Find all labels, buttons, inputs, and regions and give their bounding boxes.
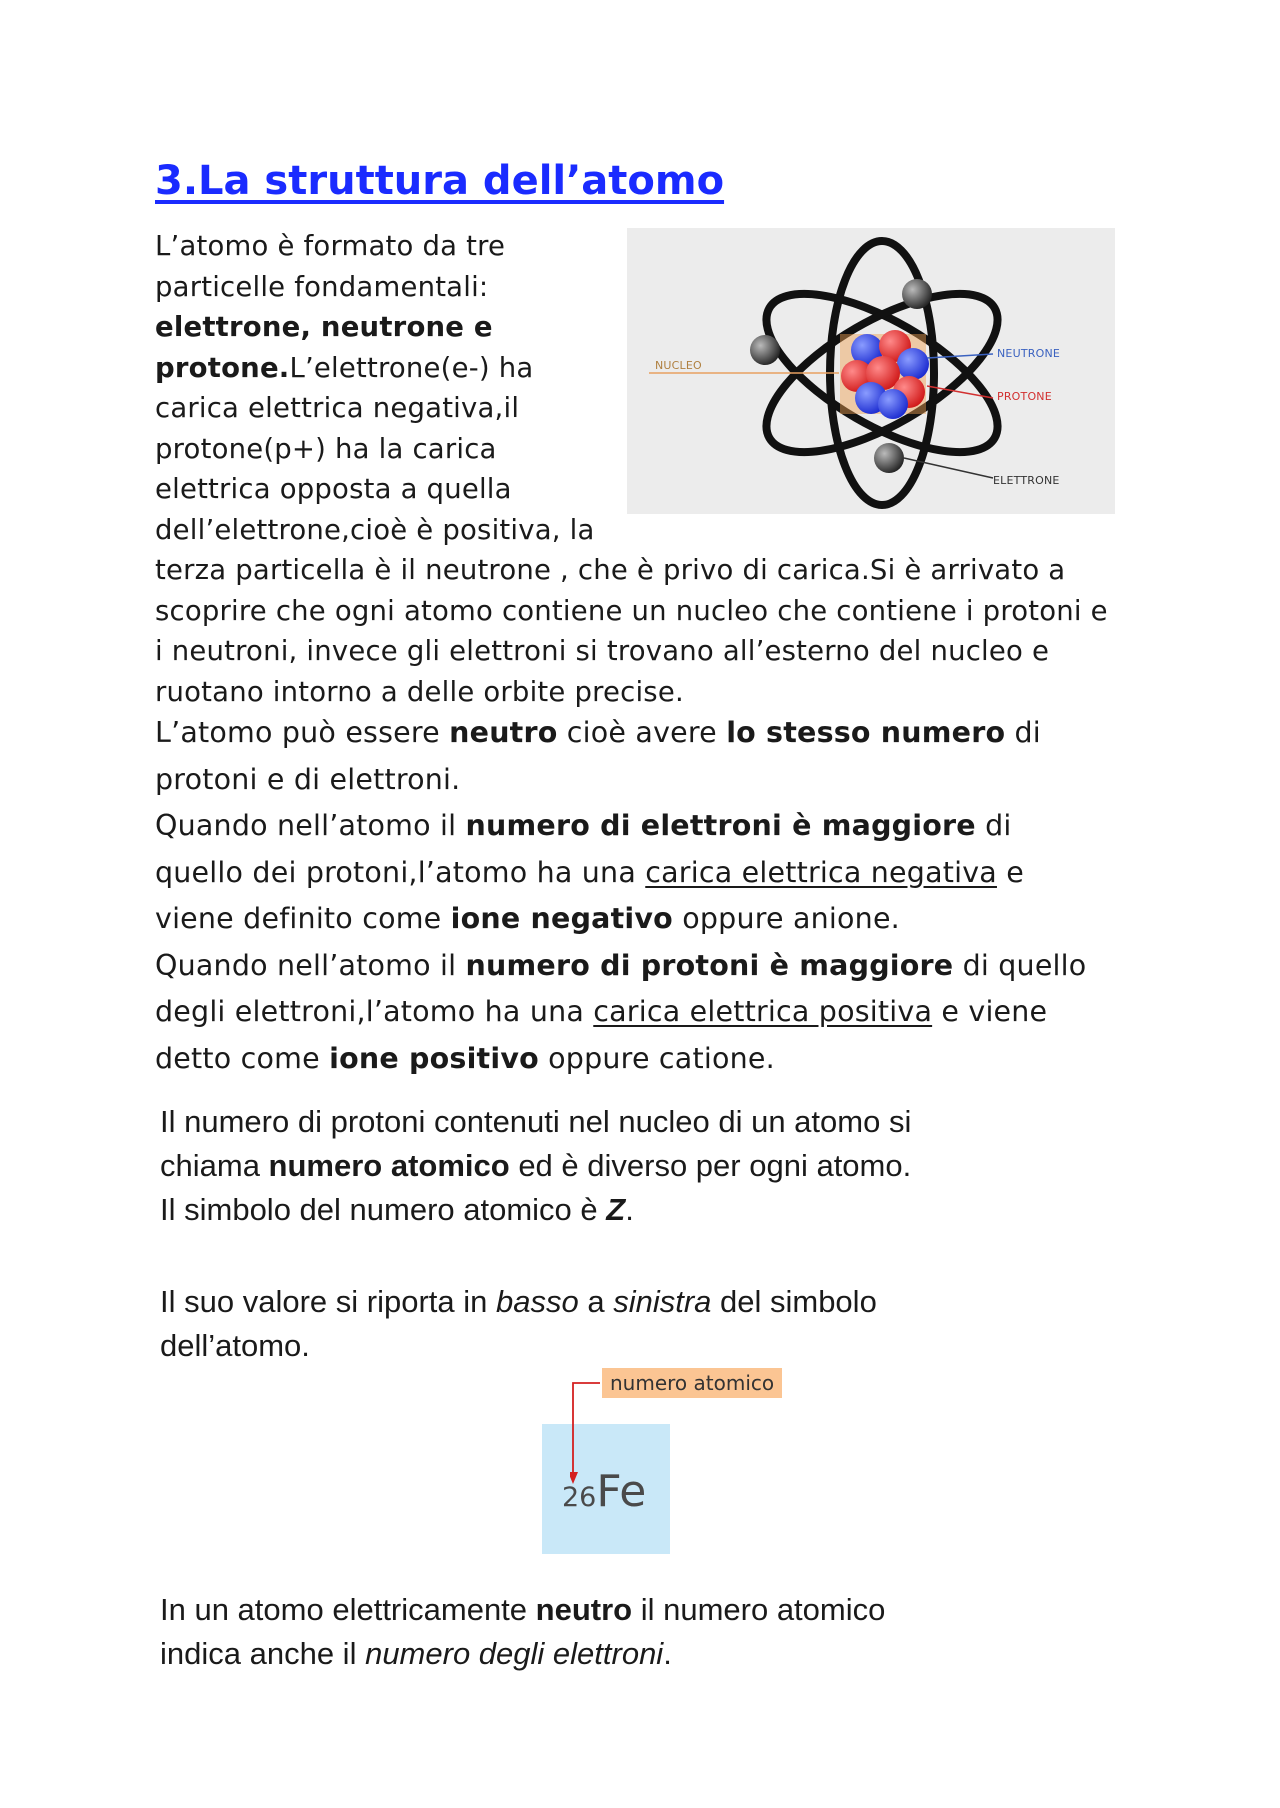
label-nucleo: NUCLEO	[655, 359, 702, 372]
nucleus	[840, 330, 929, 419]
atomic-number-label: numero atomico	[602, 1368, 782, 1398]
neutral-atom-paragraph: In un atomo elettricamente neutro il numero atomico indica anche il numero degli elettroni.	[160, 1592, 886, 1671]
page-title: 3.La struttura dell’atomo	[155, 158, 725, 204]
atomic-number: 26	[562, 1482, 597, 1513]
electron	[874, 443, 904, 473]
atom-diagram	[627, 228, 1115, 514]
position-paragraph: Il suo valore si riporta in basso a sinistra del simbolo dell’atomo.	[160, 1284, 877, 1363]
charge-paragraph: L’atomo può essere neutro cioè avere lo stesso numero di protoni e di elettroni. Quando nell’atomo il numero di elettroni è maggiore di quello dei protoni,l’atomo ha una carica elettrica negativa e viene definito come ione negativo oppure anione. Quando nell’atomo il numero di protoni è maggiore di quello degli elettroni,l’atomo ha una carica elettrica positiva e viene detto come ione positivo oppure catione.	[155, 716, 1087, 1075]
intro-paragraph: NUCLEO NEUTRONE PROTONE ELETTRONE L’atomo è formato da tre particelle fondamentali: elettrone, neutrone e protone.L’elettrone(e-) ha carica elettrica negativa,il protone(p+) ha la carica elettrica opposta a quella dell’elettrone,cioè è positiva, la terza particella è il neutrone , che è privo di carica.Si è arrivato a scoprire che ogni atomo contiene un nucleo che contiene i protoni e i neutroni, invece gli elettroni si trovano all’esterno del nucleo e ruotano intorno a delle orbite precise.	[155, 226, 1115, 712]
label-protone: PROTONE	[997, 390, 1052, 403]
element-symbol-fe: Fe	[596, 1466, 647, 1517]
electron	[902, 279, 932, 309]
particle-names: elettrone, neutrone e protone.	[155, 311, 493, 384]
label-elettrone: ELETTRONE	[993, 474, 1060, 487]
z-symbol: Z	[606, 1192, 626, 1227]
label-neutrone: NEUTRONE	[997, 347, 1061, 360]
electron	[750, 335, 780, 365]
element-symbol	[562, 1466, 646, 1517]
atomic-number-paragraph: Il numero di protoni contenuti nel nucleo di un atomo si chiama numero atomico ed è diverso per ogni atomo. Il simbolo del numero atomico è Z.	[160, 1104, 912, 1227]
